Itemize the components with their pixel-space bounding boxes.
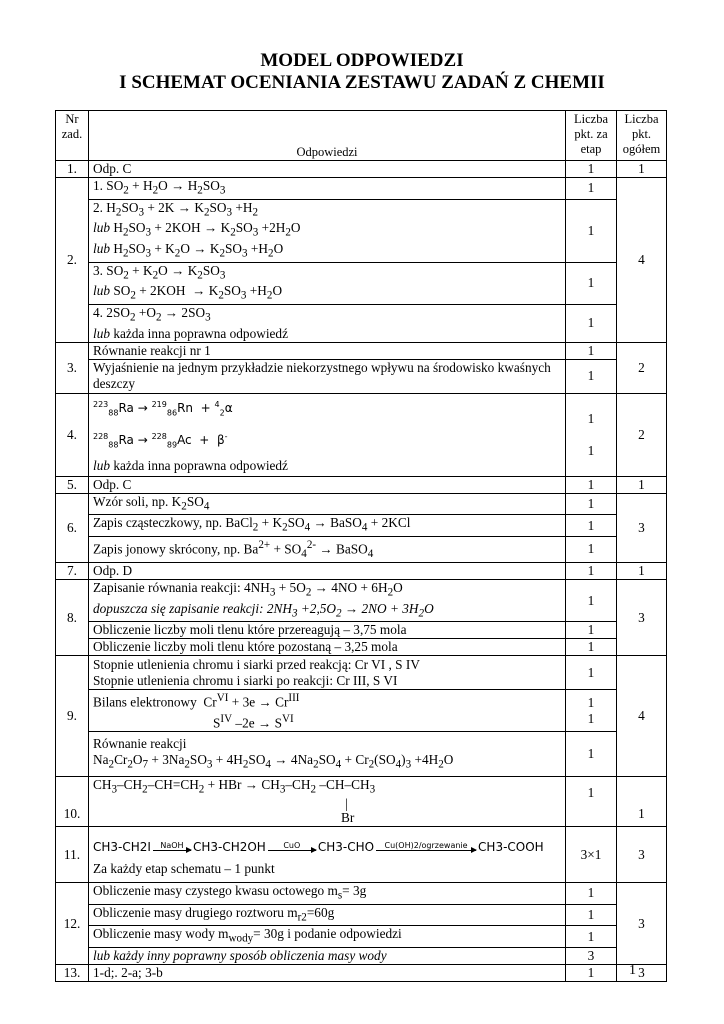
points-stage: 1 — [566, 926, 617, 948]
task-number: 13. — [56, 965, 89, 982]
answer-text: 4. $2SO_2 +O_2 \to 2SO_3$ lub każda inna poprawna odpowiedź — [89, 304, 566, 342]
answer-text: Zapis cząsteczkowy, np. BaCl$_2$ + $K_2SO_4$ → BaSO$_4$ + 2KCl — [89, 515, 566, 537]
points-stage: 1 — [566, 883, 617, 905]
table-row — [56, 562, 667, 579]
answer-text: Wzór soli, np. $K_2SO_4$ — [89, 493, 566, 515]
points-stage-2: 1 — [587, 710, 595, 726]
points-stage: 1 — [566, 161, 617, 178]
header-ogolem: Liczba pkt. ogółem — [617, 111, 667, 161]
table-row — [56, 199, 667, 262]
points-stage: 1 — [566, 493, 617, 515]
reagent-1: NaOH — [160, 841, 184, 851]
table-row — [56, 948, 667, 965]
task-number: 11. — [56, 827, 89, 883]
table-row — [56, 579, 667, 621]
reagent-2: CuO — [283, 841, 301, 851]
reagent-3: Cu(OH)2/ogrzewanie — [384, 841, 468, 851]
scheme-note: Za każdy etap schematu – 1 punkt — [93, 860, 275, 876]
points-stage: 1 — [566, 359, 617, 393]
points-stage: 1 — [566, 262, 617, 304]
table-row — [56, 926, 667, 948]
header-odpowiedzi: Odpowiedzi — [89, 111, 566, 161]
task-number: 10. — [56, 777, 89, 827]
answer-text: 1-d;. 2-a; 3-b — [89, 965, 566, 982]
answer-text: Obliczenie masy czystego kwasu octowego $m_s= 3g$ — [89, 883, 566, 905]
answer-text: Odp. C — [89, 161, 566, 178]
page-title-line2: I SCHEMAT OCENIANIA ZESTAWU ZADAŃ Z CHEMII — [119, 72, 605, 93]
table-header-row — [56, 111, 667, 161]
points-total: 2 — [617, 393, 667, 476]
table-row — [56, 883, 667, 905]
answer-text: 2. $H_2SO_3 + 2K \to K_2SO_3 +H_2$ lub $H_2SO_3 + 2KOH \to K_2SO_3 +2H_2O$ lub $H_2SO_3 + K_2O \to K_2SO_3 +H_2O$ — [89, 199, 566, 262]
points-stage: 3 — [566, 948, 617, 965]
points-stage: 1 — [566, 178, 617, 200]
points-stage-2: 1 — [587, 442, 595, 458]
points-total: 3 — [617, 965, 667, 982]
answer-text: Bilans elektronowy $Cr^{VI} + 3e \to Cr^{III}$ $S^{IV}$ $-2e \to S^{VI}$ — [89, 690, 566, 732]
answer-text: Zapisanie równania reakcji: $4NH_3 + 5O_2 \to 4NO + 6H_2O$ dopuszcza się zapisanie reakcji: $2NH_3 +2,5O_2 \to 2NO + 3H_2O$ — [89, 579, 566, 621]
table-row — [56, 622, 667, 639]
compound-2: CH3-CH2OH — [192, 839, 266, 854]
points-stage: 1 — [566, 656, 617, 690]
table-row — [56, 342, 667, 359]
points-stage: 1 — [566, 562, 617, 579]
page-title-line1: MODEL ODPOWIEDZI — [260, 50, 464, 71]
nuclear-equation-beta: $^{228}_{88}$Ra → $^{228}_{89}$Ac + β- — [93, 432, 228, 450]
table-row — [56, 493, 667, 515]
answer-text: Obliczenie masy drugiego roztworu $m_{r2}=60g$ — [89, 904, 566, 926]
oxidation-states-after: Stopnie utlenienia chromu i siarki po reakcji: Cr III, S VI — [93, 672, 398, 688]
points-stage-1: 1 — [587, 410, 595, 426]
answer-text — [89, 393, 566, 476]
points-total: 1 — [617, 562, 667, 579]
points-stage: 1 — [566, 476, 617, 493]
header-etap: Liczba pkt. za etap — [566, 111, 617, 161]
points-total: 1 — [617, 777, 667, 827]
table-row — [56, 690, 667, 732]
table-row — [56, 178, 667, 200]
answer-key-table — [55, 110, 667, 982]
table-row — [56, 732, 667, 777]
points-stage: 1 — [566, 904, 617, 926]
table-row — [56, 262, 667, 304]
task-number: 4. — [56, 393, 89, 476]
table-row — [56, 359, 667, 393]
task-number: 9. — [56, 656, 89, 777]
points-stage: 1 — [566, 342, 617, 359]
points-total: 1 — [617, 476, 667, 493]
alternative-answer: lub każda inna poprawna odpowiedź — [93, 458, 288, 474]
oxidation-states-before: Stopnie utlenienia chromu i siarki przed reakcją: Cr VI , S IV — [93, 656, 420, 672]
task-number: 2. — [56, 178, 89, 343]
task-number: 3. — [56, 342, 89, 393]
answer-text: Odp. D — [89, 562, 566, 579]
table-row — [56, 656, 667, 690]
table-row — [56, 304, 667, 342]
table-row — [56, 777, 667, 827]
table-row — [56, 515, 667, 537]
points-stage: 1 — [566, 622, 617, 639]
header-nr: Nr zad. — [56, 111, 89, 161]
compound-1: CH3-CH2I — [93, 839, 151, 854]
points-total: 3 — [617, 827, 667, 883]
table-row — [56, 393, 667, 476]
points-stage — [566, 393, 617, 476]
points-stage: 1 — [566, 732, 617, 777]
task-number: 1. — [56, 161, 89, 178]
table-row — [56, 536, 667, 562]
points-total: 1 — [617, 161, 667, 178]
answer-text: Obliczenie liczby moli tlenu które przereagują – 3,75 mola — [89, 622, 566, 639]
task-number: 6. — [56, 493, 89, 562]
answer-text — [89, 827, 566, 883]
task-number: 7. — [56, 562, 89, 579]
table-row — [56, 904, 667, 926]
points-total: 3 — [617, 883, 667, 965]
answer-text: Obliczenie liczby moli tlenu które pozostaną – 3,25 mola — [89, 639, 566, 656]
points-stage: 1 — [566, 304, 617, 342]
answer-text: Wyjaśnienie na jednym przykładzie niekorzystnego wpływu na środowisko kwaśnych deszczy — [89, 359, 566, 393]
answer-text — [89, 656, 566, 690]
page-number: 1 — [629, 963, 636, 978]
points-stage: 1 — [566, 777, 617, 827]
table-row — [56, 827, 667, 883]
table-row — [56, 161, 667, 178]
points-stage: 1 — [566, 199, 617, 262]
points-stage — [566, 690, 617, 732]
answer-text: $CH_3-CH_2-CH=CH_2$ + HBr → $CH_3-CH_2$ $-CH-CH_3$ | Br — [89, 777, 566, 827]
task-number: 8. — [56, 579, 89, 655]
table-row — [56, 965, 667, 982]
electron-balance-label: Bilans elektronowy — [93, 694, 197, 710]
nuclear-equation-alpha: $^{223}_{88}$Ra → $^{219}_{86}$Rn + $^4_2$α — [93, 399, 233, 418]
points-total: 2 — [617, 342, 667, 393]
reaction-scheme — [93, 839, 561, 855]
task-number: 5. — [56, 476, 89, 493]
points-stage: 1 — [566, 965, 617, 982]
answer-text: lub każdy inny poprawny sposób obliczenia masy wody — [89, 948, 566, 965]
points-total: 3 — [617, 493, 667, 562]
answer-text: Równanie reakcji $Na_2Cr_2O_7 + 3Na_2SO_3 + 4H_2SO_4 \to 4Na_2SO_4 + Cr_2(SO_4)_3 +4H_2O$ — [89, 732, 566, 777]
points-stage: 1 — [566, 515, 617, 537]
points-stage-1: 1 — [587, 694, 595, 710]
points-stage: 1 — [566, 579, 617, 621]
points-total: 3 — [617, 579, 667, 655]
points-stage: 1 — [566, 639, 617, 656]
points-stage: 1 — [566, 536, 617, 562]
answer-text: Obliczenie masy wody $m_{wody}= 30g$ i podanie odpowiedzi — [89, 926, 566, 948]
points-stage: 3×1 — [566, 827, 617, 883]
table-row — [56, 639, 667, 656]
compound-3: CH3-CHO — [317, 839, 375, 854]
answer-text: 1. $SO_2 + H_2O \to H_2SO_3$ — [89, 178, 566, 200]
points-total: 4 — [617, 656, 667, 777]
reaction-equation-label: Równanie reakcji — [93, 735, 187, 751]
answer-text: Równanie reakcji nr 1 — [89, 342, 566, 359]
answer-text: 3. $SO_2 + K_2O \to K_2SO_3$ lub $SO_2 + 2KOH \to K_2SO_3 +H_2O$ — [89, 262, 566, 304]
answer-text: Odp. C — [89, 476, 566, 493]
compound-4: CH3-COOH — [478, 839, 544, 854]
task-number: 12. — [56, 883, 89, 965]
points-total: 4 — [617, 178, 667, 343]
answer-text: Zapis jonowy skrócony, np. $Ba^{2+} + SO_4^{2-}$ → BaSO$_4$ — [89, 536, 566, 562]
table-row — [56, 476, 667, 493]
